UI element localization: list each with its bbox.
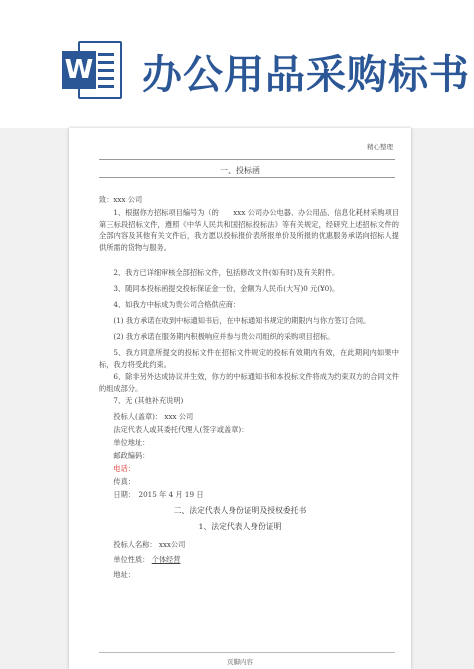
header-note: 精心整理 [367, 143, 393, 151]
section2-subtitle: 1、法定代表人身份证明 [198, 522, 282, 531]
bidder-name-line [99, 539, 399, 551]
section1-rule [99, 177, 395, 178]
unit-nature-line [99, 554, 399, 566]
phone-line: 电话： [113, 464, 135, 473]
paragraph-5: 5、我方同意所提交的投标文件在招标文件规定的投标有效期内有效，在此期间内如果中标，我方将受此约束。 [99, 348, 399, 369]
addressee: 致：xxx 公司 [99, 195, 143, 204]
paragraph-6: 6、除非另外达成协议并生效，你方的中标通知书和本投标文件将成为约束双方的合同文件的组成部分。 [99, 372, 399, 393]
footer-rule [99, 652, 395, 653]
bidder-value: xxx 公司 [164, 412, 194, 421]
unit-address-line: 单位地址： [113, 438, 150, 447]
unit-nature-label: 单位性质： [113, 555, 150, 564]
document-page [69, 128, 411, 669]
banner-title: 办公用品采购标书 [142, 52, 470, 98]
bidder-label: 投标人(盖章)： [113, 412, 163, 421]
paragraph-1: 1、根据你方招标项目编号为（的 xxx 公司办公电器、办公用品、信息化耗材采购项目第三标段招标文件，遵照《中华人民共和国招标投标法》等有关规定，经研究上述招标文件的全部内容及其他有关文件后，我方愿以投标报价表所报单价及所报的优惠服务承诺向招标人提供所需的货物与服务。 [99, 208, 399, 252]
section2-title: 二、法定代表人身份证明及授权委托书 [173, 506, 307, 515]
paragraph-3: 3、随同本投标函提交投标保证金一份，金额为人民币(大写)0 元(¥0)。 [113, 284, 340, 293]
paragraph-4: 4、如我方中标成为贵公司合格供应商： [113, 300, 241, 309]
bidder-line [99, 411, 399, 423]
fax-line: 传真： [113, 477, 135, 486]
bidder-name-label: 投标人名称： [113, 540, 157, 549]
address-line: 地址： [113, 570, 135, 579]
paragraph-4-1: (1) 我方承诺在收到中标通知书后，在中标通知书规定的期限内与你方签订合同。 [113, 316, 371, 325]
word-badge: W [62, 51, 96, 89]
postcode-line: 邮政编码： [113, 451, 150, 460]
unit-nature-value: 个体经营 [151, 555, 181, 564]
header-banner [0, 0, 474, 128]
date-line: 日期： 2015 年 4 月 19 日 [113, 490, 204, 499]
paragraph-4-2: (2) 我方承诺在服务期内积极响应并参与贵公司组织的采购项目招标。 [113, 332, 335, 341]
page-footer: 页脚内容 [227, 658, 253, 666]
representative-line: 法定代表人或其委托代理人(签字或盖章)： [113, 425, 249, 434]
header-rule [99, 159, 395, 160]
word-document-icon [62, 41, 122, 99]
section1-title: 一、投标函 [220, 166, 260, 175]
paragraph-2: 2、我方已详细审核全部招标文件，包括修改文件(如有时)及有关附件。 [113, 268, 340, 277]
bidder-name-value: xxx公司 [158, 540, 186, 549]
paragraph-7: 7、无 (其他补充说明) [113, 396, 184, 405]
